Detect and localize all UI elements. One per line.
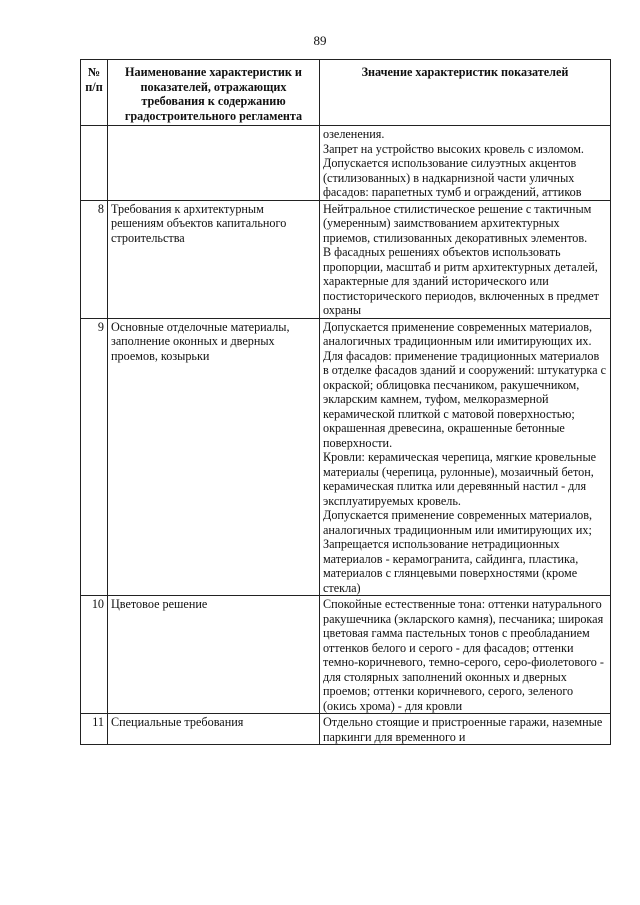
- row-num: [81, 126, 108, 201]
- value-paragraph: Нейтральное стилистическое решение с тактичным (умеренным) заимствованием архитектурных приемов, стилизованных декоративных элементов.: [323, 201, 592, 245]
- row-name: [108, 126, 320, 201]
- value-paragraph: В фасадных решениях объектов использовать пропорции, масштаб и ритм архитектурных деталей, характерные для зданий исторического или постисторического периодов, включенных в предмет охраны: [323, 245, 600, 317]
- table-row: [81, 318, 611, 596]
- value-paragraph: озеленения.: [323, 127, 385, 141]
- value-paragraph: Допускается использование силуэтных акцентов (стилизованных) в надкарнизной части уличных фасадов: парапетных тумб и ограждений, аттиков: [323, 156, 582, 199]
- row-num: 11: [81, 714, 108, 745]
- regulation-table: [80, 59, 611, 745]
- row-value: [320, 318, 611, 596]
- header-value: Значение характеристик показателей: [320, 60, 611, 126]
- table-row: [81, 714, 611, 745]
- page-number: 89: [313, 33, 327, 48]
- row-name: Специальные требования: [108, 714, 320, 745]
- table-row: [81, 596, 611, 714]
- row-name: Требования к архитектурным решениям объектов капитального строительства: [108, 200, 320, 318]
- value-paragraph: Спокойные естественные тона: оттенки натурального ракушечника (экларского камня), песчаника; широкая цветовая гамма пастельных тонов с преобладанием оттенков белого и серого - для фасадов; оттенки темно-коричневого, темно-серого, серо-фиолетового - для столярных заполнений оконных и дверных проемов; оттенки коричневого, серого, зеленого (окись хрома) - для кровли: [323, 597, 604, 713]
- table-header-row: [81, 60, 611, 126]
- row-value: [320, 714, 611, 745]
- row-num: 8: [81, 200, 108, 318]
- value-paragraph: Для фасадов: применение традиционных материалов в отделке фасадов зданий и сооружений: штукатурка с окраской; облицовка песчаником, ракушечником, экларским камнем, туфом, мелкоразмерной керамической плиткой с матовой поверхностью; окрашенная древесина, окрашенные бетонные поверхности.: [323, 348, 606, 450]
- value-paragraph: Кровли: керамическая черепица, мягкие кровельные материалы (черепица, рулонные), мозаичный бетон, керамическая плитка или деревянный настил - для эксплуатируемых кровель.: [323, 450, 597, 508]
- value-paragraph: Допускается применение современных материалов, аналогичных традиционным или имитирующих их;: [323, 508, 593, 537]
- table-row: [81, 126, 611, 201]
- row-num: 10: [81, 596, 108, 714]
- row-name: Цветовое решение: [108, 596, 320, 714]
- row-value: [320, 126, 611, 201]
- value-paragraph: Отдельно стоящие и пристроенные гаражи, наземные паркинги для временного и: [323, 715, 603, 744]
- header-name: Наименование характеристик и показателей, отражающих требования к содержанию градостроительного регламента: [108, 60, 320, 126]
- value-paragraph: Допускается применение современных материалов, аналогичных традиционным или имитирующих их.: [323, 319, 593, 348]
- table-row: [81, 200, 611, 318]
- value-paragraph: Запрещается использование нетрадиционных материалов - керамогранита, сайдинга, пластика, материалов с глянцевыми поверхностями (кроме стекла): [323, 537, 579, 595]
- row-value: [320, 200, 611, 318]
- row-name: Основные отделочные материалы, заполнение оконных и дверных проемов, козырьки: [108, 318, 320, 596]
- row-value: [320, 596, 611, 714]
- header-num: № п/п: [81, 60, 108, 126]
- row-num: 9: [81, 318, 108, 596]
- value-paragraph: Запрет на устройство высоких кровель с изломом.: [323, 141, 584, 156]
